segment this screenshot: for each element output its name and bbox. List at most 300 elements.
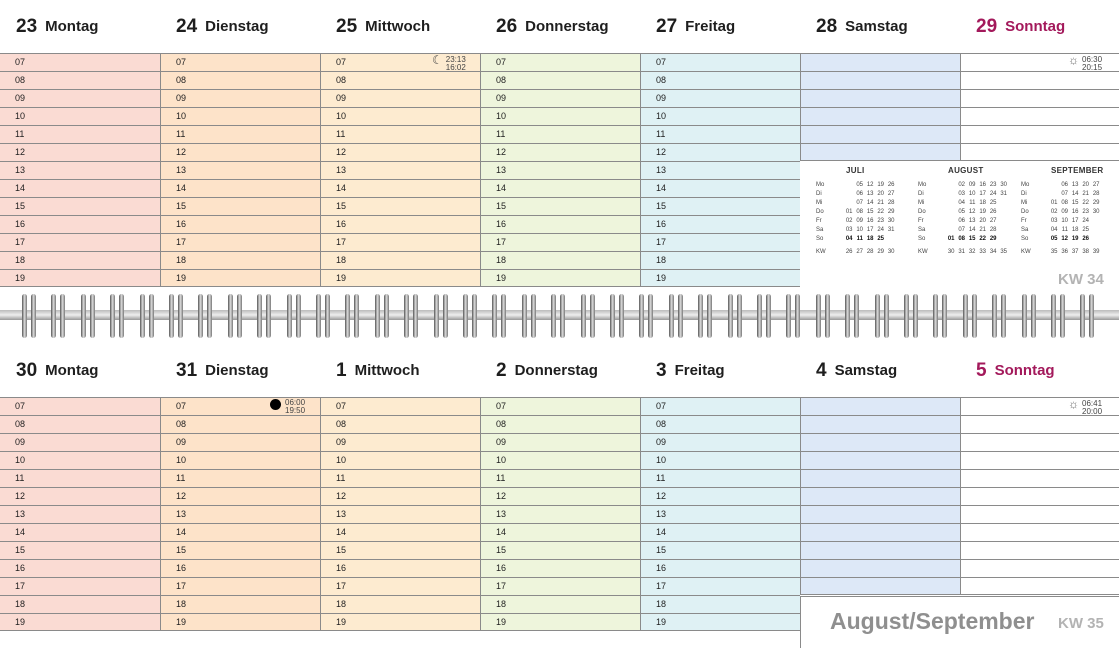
- mini-calendar-kw-number: 39: [1092, 249, 1100, 255]
- hour-slot[interactable]: [801, 107, 960, 125]
- weekday-label: Sa: [918, 227, 926, 233]
- hour-slot[interactable]: [641, 397, 800, 415]
- day-header-wednesday: [320, 0, 480, 53]
- hour-slot[interactable]: [321, 197, 480, 215]
- mini-calendar-day: 24: [877, 227, 884, 233]
- hour-label: 07: [656, 57, 667, 67]
- mini-calendar-day: 06: [958, 218, 965, 224]
- hour-label: 10: [15, 111, 26, 121]
- hour-slot[interactable]: [321, 505, 480, 523]
- hour-slot[interactable]: [0, 107, 160, 125]
- hour-slot[interactable]: [321, 161, 480, 179]
- hour-slot[interactable]: [481, 269, 640, 287]
- hour-slot[interactable]: [481, 179, 640, 197]
- day-number: 4: [816, 359, 827, 381]
- hour-slot[interactable]: [0, 433, 160, 451]
- hour-slot[interactable]: [641, 559, 800, 577]
- day-name: Mittwoch: [354, 362, 420, 379]
- hour-slot[interactable]: [321, 71, 480, 89]
- mini-calendar-kw-number: 28: [866, 249, 874, 255]
- mini-calendar-weekday-row: [816, 199, 916, 208]
- hour-slot[interactable]: [801, 523, 960, 541]
- hour-label: 08: [176, 419, 187, 429]
- day-header-thursday: [480, 0, 640, 53]
- sunset-time: 20:00: [1082, 407, 1103, 416]
- day-header-monday: [0, 0, 160, 53]
- day-name: Samstag: [845, 18, 908, 35]
- mini-calendar-day: 25: [1082, 227, 1089, 233]
- hour-label: 17: [656, 237, 667, 247]
- hour-slot[interactable]: [481, 487, 640, 505]
- day-header-tuesday: [160, 0, 320, 53]
- day-column-sat: [800, 397, 960, 595]
- binding-ring: [963, 294, 979, 338]
- hour-label: 09: [336, 437, 347, 447]
- hour-slot[interactable]: [481, 613, 640, 631]
- hour-label: 07: [15, 401, 26, 411]
- hour-slot[interactable]: [161, 269, 320, 287]
- hour-slot[interactable]: [641, 487, 800, 505]
- hour-slot[interactable]: [0, 251, 160, 269]
- hour-slot[interactable]: [481, 469, 640, 487]
- mini-calendar-day: 10: [968, 191, 976, 197]
- binding-ring: [257, 294, 273, 338]
- hour-slot[interactable]: [161, 541, 320, 559]
- hour-slot[interactable]: [641, 161, 800, 179]
- hour-slot[interactable]: [961, 523, 1119, 541]
- hour-slot[interactable]: [0, 197, 160, 215]
- hour-label: 10: [496, 455, 507, 465]
- hour-slot[interactable]: [641, 433, 800, 451]
- hour-slot[interactable]: [961, 143, 1119, 161]
- hour-slot[interactable]: [161, 595, 320, 613]
- mini-calendar-weekday-row: [1021, 235, 1119, 244]
- hour-slot[interactable]: [321, 469, 480, 487]
- hour-slot[interactable]: [0, 89, 160, 107]
- hour-slot[interactable]: [481, 71, 640, 89]
- sun-times: [1068, 53, 1103, 72]
- hour-slot[interactable]: [961, 577, 1119, 595]
- hour-label: 11: [15, 473, 25, 483]
- hour-slot[interactable]: [801, 71, 960, 89]
- hour-label: 09: [15, 437, 26, 447]
- hour-slot[interactable]: [481, 523, 640, 541]
- hour-slot[interactable]: [481, 251, 640, 269]
- hour-slot[interactable]: [961, 125, 1119, 143]
- mini-calendar-day: 13: [1071, 182, 1079, 188]
- hour-slot[interactable]: [481, 595, 640, 613]
- binding-ring: [404, 294, 420, 338]
- hour-label: 18: [496, 255, 507, 265]
- hour-slot[interactable]: [801, 433, 960, 451]
- hour-label: 11: [176, 473, 186, 483]
- hour-slot[interactable]: [481, 541, 640, 559]
- hour-slot[interactable]: [481, 89, 640, 107]
- hour-slot[interactable]: [161, 505, 320, 523]
- hour-slot[interactable]: [641, 143, 800, 161]
- mini-calendar-day: 12: [1061, 236, 1068, 242]
- day-column-tue: [160, 397, 320, 631]
- mini-calendar-kw-number: 33: [979, 249, 986, 255]
- hour-slot[interactable]: [641, 505, 800, 523]
- hour-slot[interactable]: [641, 125, 800, 143]
- hour-slot[interactable]: [641, 451, 800, 469]
- hour-slot[interactable]: [481, 397, 640, 415]
- hour-slot[interactable]: [481, 143, 640, 161]
- hour-slot[interactable]: [481, 433, 640, 451]
- binding-ring: [1022, 294, 1038, 338]
- mini-calendar-day: 09: [1061, 209, 1068, 215]
- hour-slot[interactable]: [0, 269, 160, 287]
- hour-slot[interactable]: [801, 125, 960, 143]
- hour-slot[interactable]: [321, 251, 480, 269]
- hour-slot[interactable]: [161, 107, 320, 125]
- mini-calendar-kw-row: [816, 248, 916, 257]
- hour-slot[interactable]: [641, 215, 800, 233]
- hour-slot[interactable]: [0, 161, 160, 179]
- hour-slot[interactable]: [0, 523, 160, 541]
- hour-slot[interactable]: [161, 415, 320, 433]
- hour-slot[interactable]: [321, 143, 480, 161]
- hour-slot[interactable]: [0, 451, 160, 469]
- hour-label: 09: [15, 93, 26, 103]
- mini-calendar-day: 07: [1061, 191, 1068, 197]
- hour-slot[interactable]: [0, 541, 160, 559]
- mini-calendar-weekday-row: [816, 181, 916, 190]
- hour-label: 08: [336, 75, 347, 85]
- hour-slot[interactable]: [641, 269, 800, 287]
- hour-slot[interactable]: [961, 71, 1119, 89]
- day-name: Freitag: [685, 18, 736, 35]
- hour-slot[interactable]: [0, 71, 160, 89]
- hour-slot[interactable]: [161, 89, 320, 107]
- hour-slot[interactable]: [161, 523, 320, 541]
- mini-calendar-day: 16: [866, 218, 874, 224]
- hour-slot[interactable]: [161, 143, 320, 161]
- day-number: 24: [176, 15, 198, 37]
- binding-ring: [875, 294, 891, 338]
- hour-slot[interactable]: [641, 89, 800, 107]
- hour-label: 16: [15, 219, 26, 229]
- hour-slot[interactable]: [481, 53, 640, 71]
- hour-slot[interactable]: [481, 161, 640, 179]
- hour-slot[interactable]: [161, 251, 320, 269]
- hour-label: 14: [496, 183, 507, 193]
- hour-slot[interactable]: [321, 487, 480, 505]
- mini-calendar-day: 16: [1071, 209, 1079, 215]
- hour-slot[interactable]: [961, 487, 1119, 505]
- kw-label: KW: [816, 249, 826, 255]
- mini-calendar-day: 15: [968, 236, 976, 242]
- hour-label: 07: [656, 401, 667, 411]
- hour-label: 12: [656, 147, 667, 157]
- hour-slot[interactable]: [321, 559, 480, 577]
- mini-calendar-day: 06: [1061, 182, 1068, 188]
- weekday-label: So: [918, 236, 926, 242]
- hour-slot[interactable]: [161, 179, 320, 197]
- hour-label: 16: [336, 219, 347, 229]
- kw-label: KW: [1021, 249, 1031, 255]
- hour-slot[interactable]: [641, 197, 800, 215]
- mini-calendar-kw-number: 34: [989, 249, 997, 255]
- hour-slot[interactable]: [961, 107, 1119, 125]
- hour-slot[interactable]: [0, 125, 160, 143]
- mini-calendar-day: 21: [979, 227, 986, 233]
- hour-slot[interactable]: [321, 215, 480, 233]
- hour-slot[interactable]: [641, 469, 800, 487]
- hour-slot[interactable]: [321, 613, 480, 631]
- hour-slot[interactable]: [481, 577, 640, 595]
- binding-ring: [463, 294, 479, 338]
- mini-calendar-weekday-row: [816, 226, 916, 235]
- binding-ring: [198, 294, 214, 338]
- hour-slot[interactable]: [961, 469, 1119, 487]
- mini-calendar-weekday-row: [918, 199, 1018, 208]
- hour-slot[interactable]: [161, 161, 320, 179]
- mini-calendar-day: 17: [866, 227, 874, 233]
- hour-slot[interactable]: [801, 143, 960, 161]
- hour-slot[interactable]: [481, 451, 640, 469]
- hour-slot[interactable]: [801, 505, 960, 523]
- mini-calendar-day: 15: [866, 209, 874, 215]
- hour-slot[interactable]: [641, 107, 800, 125]
- hour-label: 14: [15, 183, 26, 193]
- hour-slot[interactable]: [641, 71, 800, 89]
- mini-calendar-day: 24: [989, 191, 997, 197]
- hour-slot[interactable]: [161, 125, 320, 143]
- hour-slot[interactable]: [321, 451, 480, 469]
- mini-calendar-kw-number: 37: [1071, 249, 1079, 255]
- hour-slot[interactable]: [801, 559, 960, 577]
- weekday-label: Mi: [918, 200, 925, 206]
- mini-calendar-day: 19: [877, 182, 884, 188]
- mini-calendar-day: 28: [887, 200, 895, 206]
- mini-calendar-kw-number: 30: [947, 249, 955, 255]
- mini-calendar-weekday-row: [918, 217, 1018, 226]
- hour-slot[interactable]: [0, 595, 160, 613]
- hour-slot[interactable]: [961, 415, 1119, 433]
- hour-slot[interactable]: [161, 53, 320, 71]
- hour-slot[interactable]: [161, 469, 320, 487]
- hour-slot[interactable]: [321, 107, 480, 125]
- hour-slot[interactable]: [481, 215, 640, 233]
- weekday-label: Do: [1021, 209, 1029, 215]
- hour-slot[interactable]: [161, 451, 320, 469]
- hour-slot[interactable]: [801, 541, 960, 559]
- mini-calendar-day: 14: [1071, 191, 1079, 197]
- hour-slot[interactable]: [801, 89, 960, 107]
- hour-slot[interactable]: [801, 451, 960, 469]
- hour-slot[interactable]: [0, 143, 160, 161]
- mini-calendar-weekday-row: [918, 235, 1018, 244]
- hour-label: 07: [176, 57, 187, 67]
- hour-slot[interactable]: [641, 595, 800, 613]
- hour-label: 18: [336, 255, 347, 265]
- mini-calendar-weekday-row: [816, 235, 916, 244]
- hour-slot[interactable]: [481, 233, 640, 251]
- hour-slot[interactable]: [0, 215, 160, 233]
- hour-slot[interactable]: [801, 577, 960, 595]
- day-column-mon: [0, 397, 160, 631]
- mini-calendar-day: 15: [1071, 200, 1079, 206]
- hour-label: 09: [496, 437, 507, 447]
- weekday-label: Mo: [1021, 182, 1030, 188]
- hour-label: 14: [496, 527, 507, 537]
- hour-slot[interactable]: [321, 595, 480, 613]
- crescent-moon-icon: ☾: [432, 53, 443, 67]
- mini-calendar-day: 30: [1000, 182, 1007, 188]
- hour-label: 14: [176, 183, 187, 193]
- hour-slot[interactable]: [641, 541, 800, 559]
- moon-phase: [270, 399, 305, 415]
- hour-slot[interactable]: [0, 397, 160, 415]
- hour-slot[interactable]: [161, 487, 320, 505]
- hour-slot[interactable]: [801, 469, 960, 487]
- day-column-wed: [320, 53, 480, 287]
- hour-slot[interactable]: [641, 523, 800, 541]
- weekday-label: Di: [1021, 191, 1027, 197]
- hour-label: 17: [496, 237, 507, 247]
- mini-calendar-day: 20: [1082, 182, 1089, 188]
- mini-calendar-day: 27: [1092, 182, 1100, 188]
- hour-slot[interactable]: [161, 71, 320, 89]
- hour-label: 09: [656, 437, 667, 447]
- hour-slot[interactable]: [0, 415, 160, 433]
- day-name: Montag: [45, 18, 99, 35]
- binding-ring: [522, 294, 538, 338]
- day-name: Freitag: [674, 362, 725, 379]
- hour-label: 13: [656, 165, 667, 175]
- hour-slot[interactable]: [0, 469, 160, 487]
- day-number: 28: [816, 15, 838, 37]
- hour-slot[interactable]: [0, 233, 160, 251]
- mini-calendar-day: 29: [989, 236, 997, 242]
- hour-slot[interactable]: [641, 415, 800, 433]
- hour-slot[interactable]: [0, 577, 160, 595]
- hour-slot[interactable]: [801, 53, 960, 71]
- binding-ring: [169, 294, 185, 338]
- hour-slot[interactable]: [321, 89, 480, 107]
- mini-calendar-weekday-row: [1021, 181, 1119, 190]
- day-column-tue: [160, 53, 320, 287]
- hour-slot[interactable]: [641, 233, 800, 251]
- hour-slot[interactable]: [0, 613, 160, 631]
- day-header-friday: [640, 344, 800, 397]
- hour-slot[interactable]: [0, 179, 160, 197]
- hour-slot[interactable]: [801, 415, 960, 433]
- hour-slot[interactable]: [961, 559, 1119, 577]
- mini-calendar-weekday-row: [918, 226, 1018, 235]
- hour-slot[interactable]: [321, 269, 480, 287]
- hour-slot[interactable]: [161, 215, 320, 233]
- day-name: Donnerstag: [514, 362, 598, 379]
- mini-calendar: [800, 162, 1119, 288]
- hour-label: 11: [656, 129, 666, 139]
- calendar-week-label: KW 34: [1058, 271, 1104, 288]
- mini-calendar-day: 03: [958, 191, 965, 197]
- mini-calendar-day: 25: [989, 200, 997, 206]
- hour-label: 17: [336, 581, 347, 591]
- hour-slot[interactable]: [321, 397, 480, 415]
- mini-calendar-day: 12: [866, 182, 874, 188]
- hour-slot[interactable]: [0, 53, 160, 71]
- mini-calendar-day: 10: [1061, 218, 1068, 224]
- mini-calendar-day: 27: [887, 191, 895, 197]
- mini-calendar-weekday-row: [816, 217, 916, 226]
- hour-slot[interactable]: [161, 577, 320, 595]
- hour-slot[interactable]: [961, 433, 1119, 451]
- hour-slot[interactable]: [321, 577, 480, 595]
- mini-calendar-weekday-row: [816, 208, 916, 217]
- hour-slot[interactable]: [961, 89, 1119, 107]
- hour-slot[interactable]: [321, 125, 480, 143]
- mini-calendar-day: 02: [958, 182, 965, 188]
- hour-slot[interactable]: [161, 433, 320, 451]
- hour-label: 19: [496, 273, 507, 283]
- hour-slot[interactable]: [321, 179, 480, 197]
- hour-slot[interactable]: [321, 523, 480, 541]
- mini-calendar-day: 08: [856, 209, 863, 215]
- mini-calendar-weekday-row: [1021, 217, 1119, 226]
- hour-label: 11: [15, 129, 25, 139]
- hour-slot[interactable]: [961, 505, 1119, 523]
- hour-slot[interactable]: [0, 487, 160, 505]
- weekday-label: Mi: [816, 200, 823, 206]
- hour-slot[interactable]: [641, 251, 800, 269]
- binding-ring: [669, 294, 685, 338]
- spiral-binding: [0, 288, 1119, 344]
- hour-slot[interactable]: [161, 613, 320, 631]
- hour-label: 11: [176, 129, 186, 139]
- hour-slot[interactable]: [481, 415, 640, 433]
- hour-slot[interactable]: [641, 613, 800, 631]
- hour-label: 10: [176, 455, 187, 465]
- hour-slot[interactable]: [0, 505, 160, 523]
- hour-slot[interactable]: [161, 559, 320, 577]
- hour-slot[interactable]: [321, 541, 480, 559]
- binding-ring: [639, 294, 655, 338]
- hour-slot[interactable]: [481, 107, 640, 125]
- binding-ring: [610, 294, 626, 338]
- hour-slot[interactable]: [0, 559, 160, 577]
- hour-slot[interactable]: [641, 179, 800, 197]
- hour-slot[interactable]: [321, 433, 480, 451]
- hour-slot[interactable]: [481, 505, 640, 523]
- hour-slot[interactable]: [161, 233, 320, 251]
- mini-calendar-weekday-row: [918, 190, 1018, 199]
- hour-slot[interactable]: [801, 487, 960, 505]
- hour-label: 19: [176, 617, 187, 627]
- hour-slot[interactable]: [161, 197, 320, 215]
- day-name: Sonntag: [994, 362, 1055, 379]
- day-number: 5: [976, 359, 987, 381]
- hour-slot[interactable]: [321, 415, 480, 433]
- hour-slot[interactable]: [641, 577, 800, 595]
- weekday-label: Sa: [1021, 227, 1029, 233]
- hour-label: 19: [15, 617, 26, 627]
- hour-slot[interactable]: [801, 397, 960, 415]
- hour-slot[interactable]: [481, 125, 640, 143]
- hour-slot[interactable]: [961, 541, 1119, 559]
- hour-slot[interactable]: [641, 53, 800, 71]
- week-35-headers: [0, 344, 1119, 397]
- hour-slot[interactable]: [481, 559, 640, 577]
- hour-slot[interactable]: [481, 197, 640, 215]
- hour-slot[interactable]: [321, 233, 480, 251]
- hour-slot[interactable]: [961, 451, 1119, 469]
- hour-label: 12: [336, 147, 347, 157]
- hour-label: 15: [656, 201, 667, 211]
